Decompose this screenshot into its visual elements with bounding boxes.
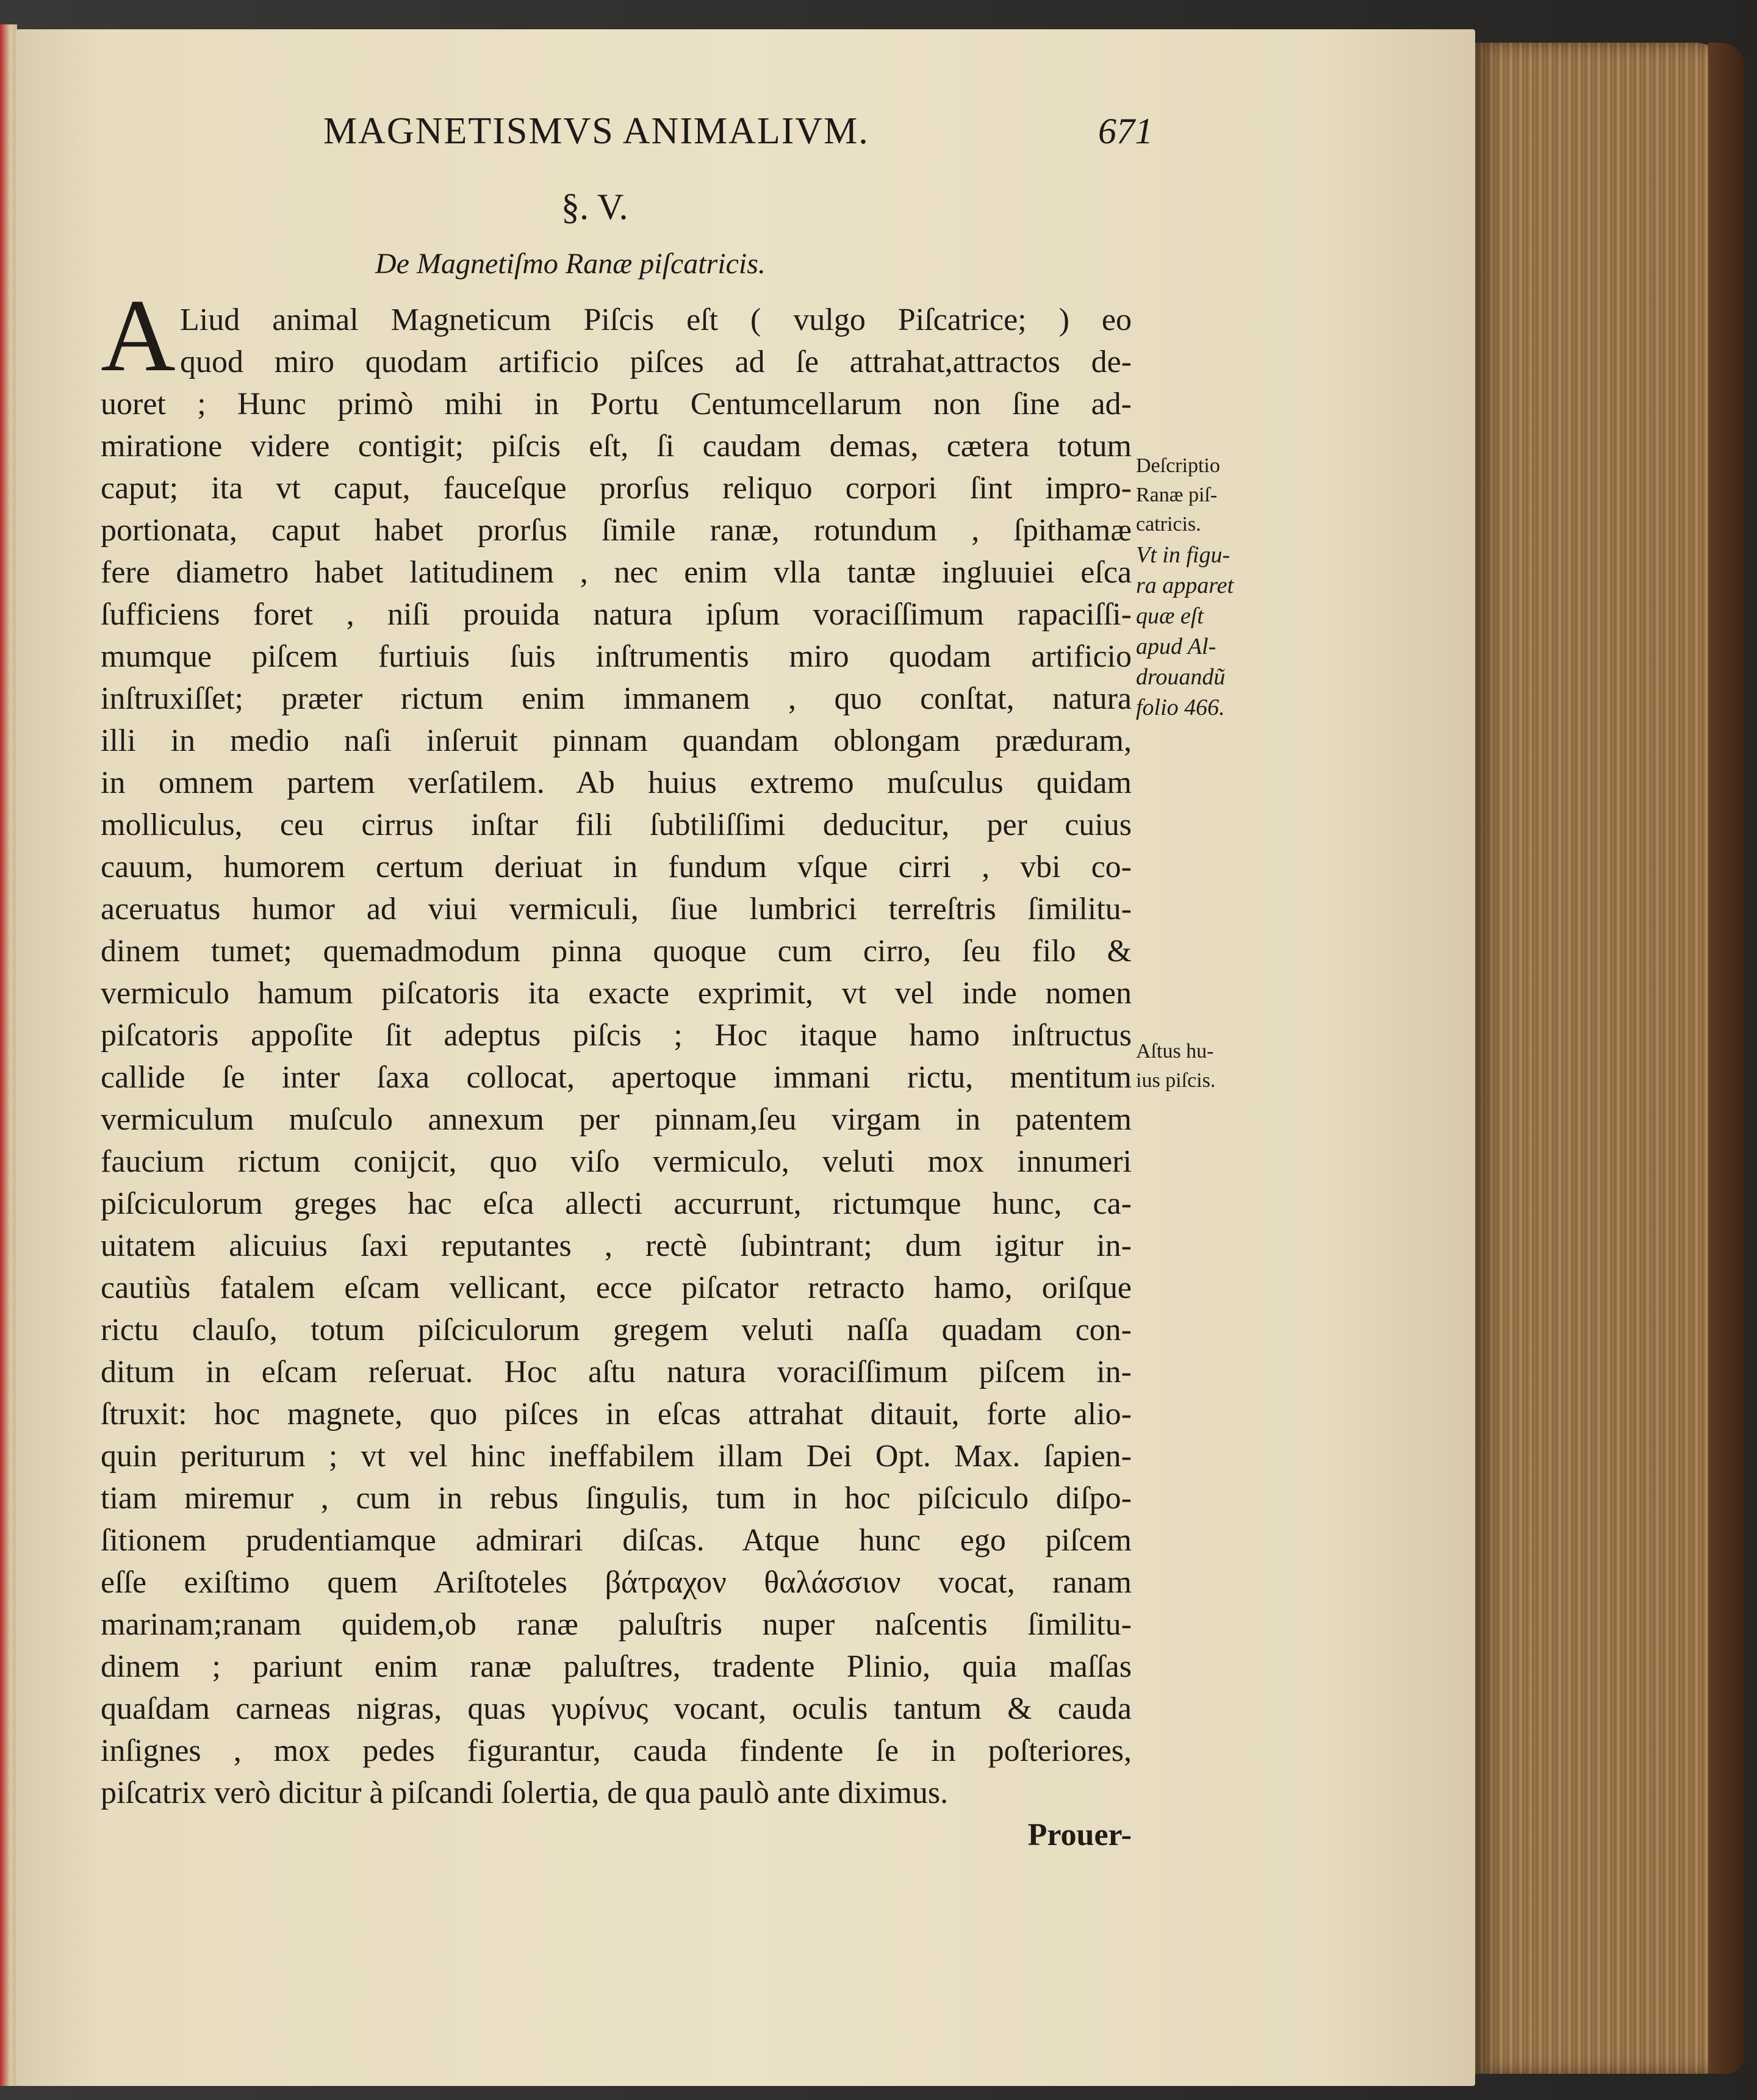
margin-note-line: Vt in figu- — [1136, 542, 1231, 568]
text-line: marinam;ranam quidem,ob ranæ paluſtris nuper naſcentis ſimilitu- — [101, 1607, 1132, 1642]
page-number: 671 — [1098, 111, 1153, 151]
text-line: caput; ita vt caput, fauceſque prorſus reliquo corpori ſint impro- — [101, 471, 1132, 506]
text-line: Liud animal Magneticum Piſcis eſt ( vulgo Piſcatrice; ) eo — [180, 303, 1132, 337]
margin-note-line: catricis. — [1136, 513, 1201, 536]
text-line: dinem tumet; quemadmodum pinna quoque cum cirro, ſeu filo & — [101, 934, 1132, 969]
facing-page-edge — [0, 24, 17, 2086]
text-line: piſciculorum greges hac eſca allecti accurrunt, rictumque hunc, ca- — [101, 1186, 1132, 1221]
page-block-edges — [1475, 43, 1731, 2074]
text-line: quaſdam carneas nigras, quas γυρίνυς vocant, oculis tantum & cauda — [101, 1691, 1132, 1726]
margin-note-figure — [1136, 540, 1234, 723]
text-line: miratione videre contigit; piſcis eſt, ſi caudam demas, cætera totum — [101, 429, 1132, 464]
text-line: callide ſe inter ſaxa collocat, apertoque immani rictu, mentitum — [101, 1060, 1132, 1095]
text-line: inſignes , mox pedes figurantur, cauda findente ſe in poſteriores, — [101, 1733, 1132, 1768]
text-line: tiam miremur , cum in rebus ſingulis, tum in hoc piſciculo diſpo- — [101, 1481, 1132, 1516]
text-line: uitatem alicuius ſaxi reputantes , rectè ſubintrant; dum igitur in- — [101, 1228, 1132, 1263]
margin-note-line: apud Al- — [1136, 634, 1216, 659]
margin-note-line: Aſtus hu- — [1136, 1040, 1214, 1063]
section-number: §. V. — [561, 187, 628, 227]
section-title: De Magnetiſmo Ranæ piſcatricis. — [375, 248, 766, 280]
margin-note-line: ra apparet — [1136, 573, 1234, 598]
margin-note-line: folio 466. — [1136, 695, 1225, 720]
text-line: quod miro quodam artificio piſces ad ſe attrahat,attractos de- — [180, 345, 1132, 379]
text-line: fere diametro habet latitudinem , nec enim vlla tantæ ingluuiei eſca — [101, 555, 1132, 590]
text-line: eſſe exiſtimo quem Ariſtoteles βάτραχον θαλάσσιον vocat, ranam — [101, 1565, 1132, 1600]
catchword: Prouer- — [1027, 1818, 1132, 1852]
text-line: faucium rictum conijcit, quo viſo vermiculo, veluti mox innumeri — [101, 1144, 1132, 1179]
text-line: illi in medio naſi inſeruit pinnam quandam oblongam præduram, — [101, 723, 1132, 758]
margin-note-line: drouandũ — [1136, 664, 1226, 690]
body-text — [101, 299, 1132, 1856]
text-line: vermiculo hamum piſcatoris ita exacte exprimit, vt vel inde nomen — [101, 976, 1132, 1011]
drop-capital: A — [101, 278, 176, 393]
text-line: ſufficiens foret , niſi prouida natura ipſum voraciſſimum rapaciſſi- — [101, 597, 1132, 632]
running-title: MAGNETISMVS ANIMALIVM. — [323, 110, 869, 152]
text-line: uoret ; Hunc primò mihi in Portu Centumcellarum non ſine ad- — [101, 387, 1132, 421]
text-line: cautiùs fatalem eſcam vellicant, ecce piſcator retracto hamo, oriſque — [101, 1270, 1132, 1305]
text-line: ſitionem prudentiamque admirari diſcas. Atque hunc ego piſcem — [101, 1523, 1132, 1558]
text-line: portionata, caput habet prorſus ſimile ranæ, rotundum , ſpithamæ — [101, 513, 1132, 548]
text-line: ditum in eſcam reſeruat. Hoc aſtu natura voraciſſimum piſcem in- — [101, 1355, 1132, 1389]
margin-note-description — [1136, 451, 1220, 539]
text-line: vermiculum muſculo annexum per pinnam,ſeu virgam in patentem — [101, 1102, 1132, 1137]
text-line: in omnem partem verſatilem. Ab huius extremo muſculus quidam — [101, 765, 1132, 800]
text-line: inſtruxiſſet; præter rictum enim immanem , quo conſtat, natura — [101, 681, 1132, 716]
text-line: ſtruxit: hoc magnete, quo piſces in eſcas attrahat ditauit, forte alio- — [101, 1397, 1132, 1432]
running-head — [323, 110, 1153, 153]
book-cover-edge — [1708, 43, 1745, 2074]
margin-note-line: quæ eſt — [1136, 603, 1204, 629]
margin-note-cunning — [1136, 1037, 1215, 1095]
margin-note-line: Deſcriptio — [1136, 454, 1220, 477]
text-line: mumque piſcem furtiuis ſuis inſtrumentis miro quodam artificio — [101, 639, 1132, 674]
text-line: piſcatrix verò dicitur à piſcandi ſolertia, de qua paulò ante diximus. — [101, 1776, 949, 1810]
text-line: piſcatoris appoſite ſit adeptus piſcis ; Hoc itaque hamo inſtructus — [101, 1018, 1132, 1053]
margin-note-line: Ranæ piſ- — [1136, 484, 1218, 506]
text-line: rictu clauſo, totum piſciculorum gregem veluti naſſa quadam con- — [101, 1313, 1132, 1347]
text-line: dinem ; pariunt enim ranæ paluſtres, tradente Plinio, quia maſſas — [101, 1649, 1132, 1684]
text-line: quin periturum ; vt vel hinc ineffabilem illam Dei Opt. Max. ſapien- — [101, 1439, 1132, 1474]
margin-note-line: ius piſcis. — [1136, 1069, 1216, 1092]
text-line: cauum, humorem certum deriuat in fundum vſque cirri , vbi co- — [101, 850, 1132, 884]
text-line: molliculus, ceu cirrus inſtar fili ſubtiliſſimi deducitur, per cuius — [101, 808, 1132, 842]
text-line: aceruatus humor ad viui vermiculi, ſiue lumbrici terreſtris ſimilitu- — [101, 892, 1132, 926]
